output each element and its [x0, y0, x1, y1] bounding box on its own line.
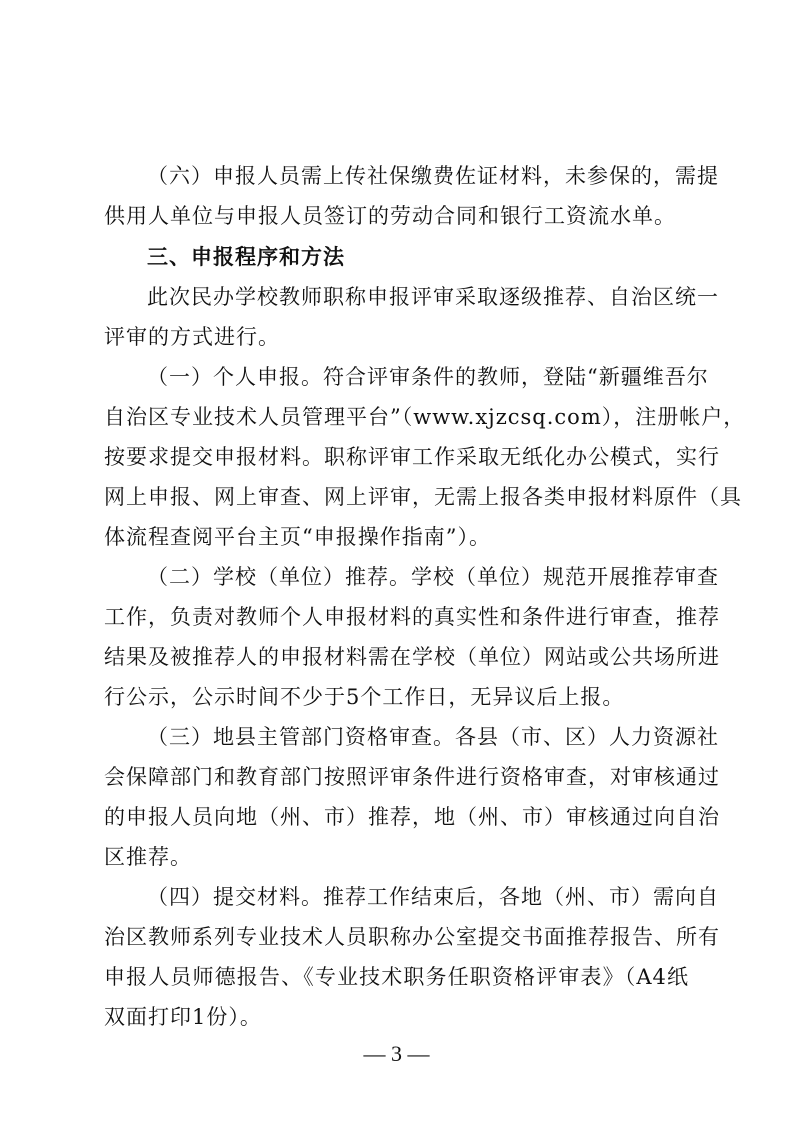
paragraph-line: 此次民办学校教师职称申报评审采取逐级推荐、自治区统一 — [147, 285, 719, 309]
paragraph-line: 自治区专业技术人员管理平台”（www.xjzcsq.com），注册帐户， — [104, 405, 746, 429]
paragraph-line: 按要求提交申报材料。职称评审工作采取无纸化办公模式，实行 — [104, 445, 720, 469]
paragraph-line: （三）地县主管部门资格审查。各县（市、区）人力资源社 — [147, 725, 719, 749]
paragraph-line: 治区教师系列专业技术人员职称办公室提交书面推荐报告、所有 — [104, 925, 720, 949]
paragraph-line: 的申报人员向地（州、市）推荐，地（州、市）审核通过向自治 — [104, 805, 720, 829]
paragraph-line: 申报人员师德报告、《专业技术职务任职资格评审表》（A4纸 — [104, 965, 689, 989]
paragraph-line: （二）学校（单位）推荐。学校（单位）规范开展推荐审查 — [147, 565, 719, 589]
paragraph-line: 会保障部门和教育部门按照评审条件进行资格审查，对审核通过 — [104, 765, 720, 789]
paragraph-line: 结果及被推荐人的申报材料需在学校（单位）网站或公共场所进 — [104, 645, 720, 669]
paragraph-line: 评审的方式进行。 — [104, 325, 280, 349]
paragraph-line: 体流程查阅平台主页“申报操作指南”）。 — [104, 525, 491, 549]
paragraph-line: 行公示，公示时间不少于5个工作日，无异议后上报。 — [104, 685, 625, 709]
paragraph-line: 供用人单位与申报人员签订的劳动合同和银行工资流水单。 — [104, 204, 676, 228]
paragraph-line: （六）申报人员需上传社保缴费佐证材料，未参保的，需提 — [147, 164, 719, 188]
page-number: — 3 — — [363, 1041, 430, 1066]
paragraph-line: 双面打印1份）。 — [104, 1005, 262, 1029]
paragraph-line: （四）提交材料。推荐工作结束后，各地（州、市）需向自 — [147, 885, 719, 909]
section-heading: 三、申报程序和方法 — [147, 245, 345, 269]
paragraph-line: 网上申报、网上审查、网上评审，无需上报各类申报材料原件（具 — [104, 485, 742, 509]
paragraph-line: （一）个人申报。符合评审条件的教师，登陆“新疆维吾尔 — [147, 365, 709, 389]
paragraph-line: 区推荐。 — [104, 845, 192, 869]
paragraph-line: 工作，负责对教师个人申报材料的真实性和条件进行审查，推荐 — [104, 605, 720, 629]
